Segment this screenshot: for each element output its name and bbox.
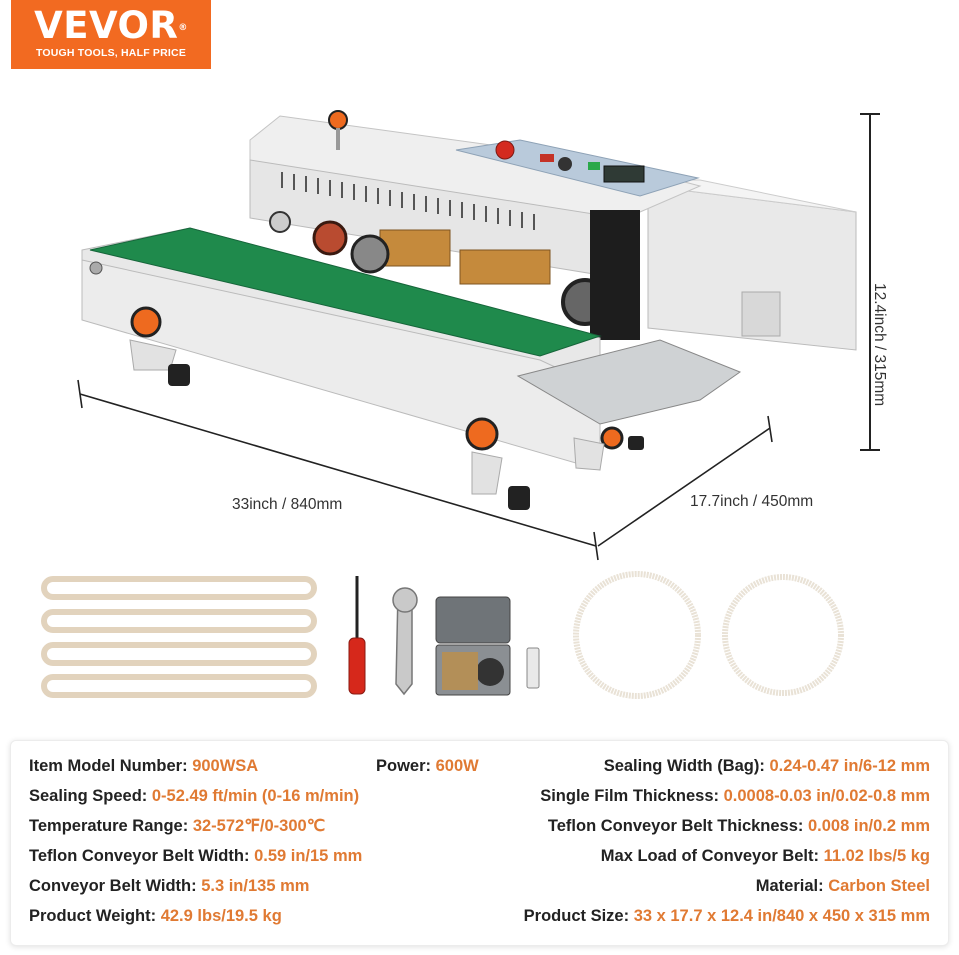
spec-product-size: Product Size: 33 x 17.7 x 12.4 in/840 x 450 x 315 mm — [523, 907, 930, 925]
spare-sealing-belts — [44, 579, 314, 695]
logo-tagline: TOUGH TOOLS, HALF PRICE — [35, 47, 187, 59]
character-type-box — [436, 597, 539, 695]
product-illustration — [0, 80, 959, 720]
vevor-logo — [11, 0, 211, 69]
wrench — [393, 588, 417, 694]
spec-power: Power: 600W — [376, 757, 479, 775]
spec-sealing-width: Sealing Width (Bag): 0.24-0.47 in/6-12 mm — [603, 757, 930, 775]
spec-teflon-belt-width: Teflon Conveyor Belt Width: 0.59 in/15 mm — [29, 847, 363, 865]
logo-registered-mark: ® — [178, 23, 188, 33]
spec-model-number: Item Model Number: 900WSA — [29, 757, 259, 775]
spec-product-weight: Product Weight: 42.9 lbs/19.5 kg — [29, 907, 282, 925]
depth-dimension-label: 17.7inch / 450mm — [690, 493, 814, 510]
spec-conveyor-belt-width: Conveyor Belt Width: 5.3 in/135 mm — [29, 877, 310, 895]
spec-film-thickness: Single Film Thickness: 0.0008-0.03 in/0.02-0.8 mm — [540, 787, 930, 805]
depth-dimension-line — [598, 416, 772, 546]
spec-material: Material: Carbon Steel — [755, 877, 930, 895]
spec-sealing-speed: Sealing Speed: 0-52.49 ft/min (0-16 m/min) — [29, 787, 360, 805]
spare-timing-belts — [576, 574, 841, 696]
sealer-machine — [82, 111, 856, 510]
width-dimension-label: 33inch / 840mm — [232, 496, 343, 513]
specifications-panel — [10, 740, 949, 946]
screwdriver — [349, 576, 365, 694]
height-dimension-label: 12.4inch / 315mm — [871, 283, 888, 407]
logo-brand: VEVOR — [34, 4, 179, 47]
spec-temperature-range: Temperature Range: 32-572℉/0-300℃ — [29, 817, 326, 835]
spec-max-load: Max Load of Conveyor Belt: 11.02 lbs/5 kg — [600, 847, 930, 865]
spec-teflon-belt-thickness: Teflon Conveyor Belt Thickness: 0.008 in/0.2 mm — [547, 817, 930, 835]
